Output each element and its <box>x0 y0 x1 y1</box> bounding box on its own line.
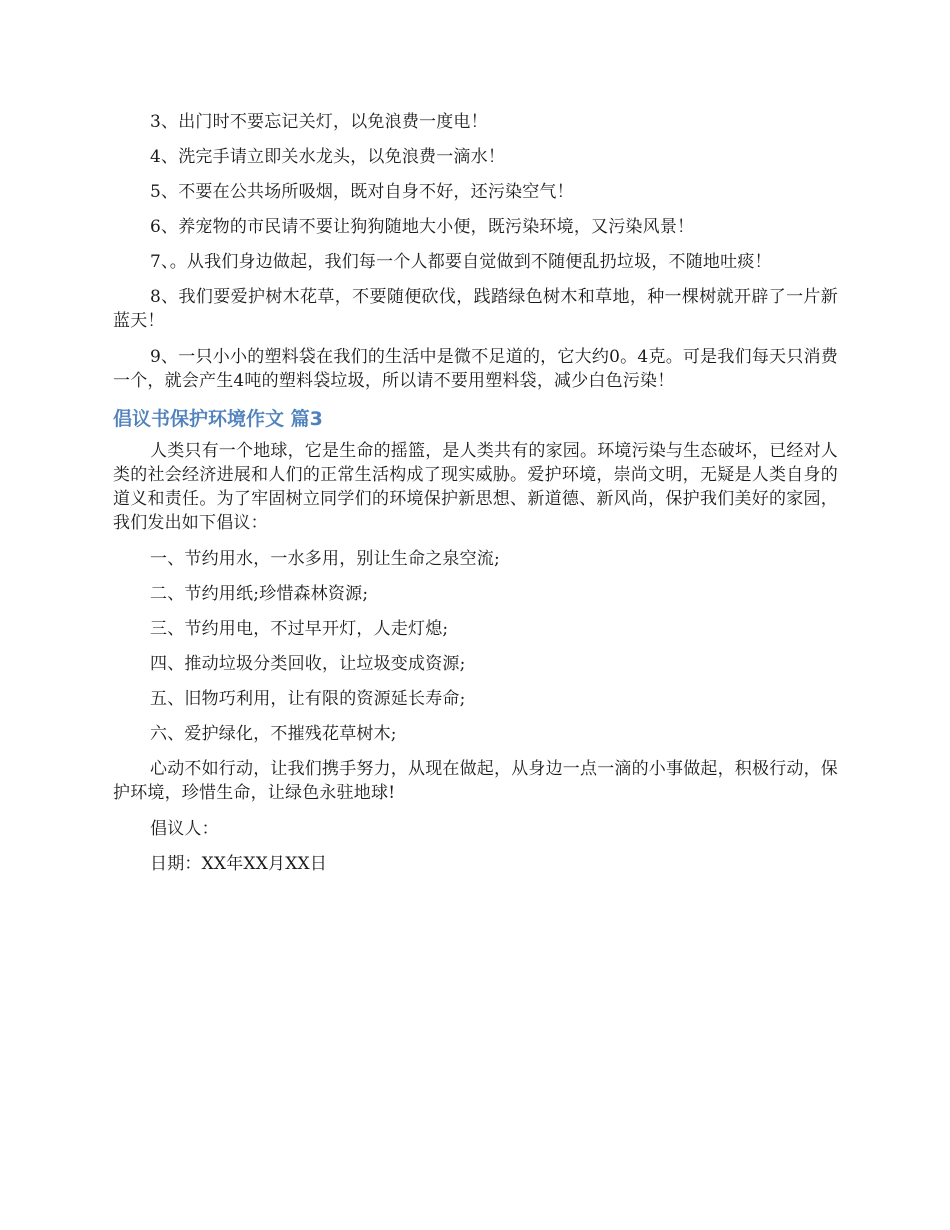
list-item: 五、旧物巧利用，让有限的资源延长寿命; <box>150 689 466 709</box>
closing-paragraph: 心动不如行动，让我们携手努力，从现在做起，从身边一点一滴的小事做起，积极行动，保护环境，珍惜生命，让绿色永驻地球! <box>113 759 838 803</box>
signer-line: 倡议人： <box>150 819 219 839</box>
intro-paragraph: 人类只有一个地球，它是生命的摇篮，是人类共有的家园。环境污染与生态破坏，已经对人类的社会经济进展和人们的正常生活构成了现实威胁。爱护环境，崇尚文明，无疑是人类自身的道义和责任。为了牢固树立同学们的环境保护新思想、新道德、新风尚，保护我们美好的家园，我们发出如下倡议： <box>113 441 838 533</box>
date-line: 日期：XX年XX月XX日 <box>150 854 328 874</box>
list-item: 一、节约用水，一水多用，别让生命之泉空流; <box>150 549 500 569</box>
list-item: 9、一只小小的塑料袋在我们的生活中是微不足道的，它大约0。4克。可是我们每天只消费一个，就会产生4吨的塑料袋垃圾，所以请不要用塑料袋，减少白色污染！ <box>113 347 838 391</box>
document-page <box>113 110 838 887</box>
list-item: 四、推动垃圾分类回收，让垃圾变成资源; <box>150 654 466 674</box>
list-item: 6、养宠物的市民请不要让狗狗随地大小便，既污染环境，又污染风景！ <box>150 217 695 237</box>
list-item: 4、洗完手请立即关水龙头，以免浪费一滴水！ <box>150 147 506 167</box>
list-item: 5、不要在公共场所吸烟，既对自身不好，还污染空气！ <box>150 182 574 202</box>
list-item: 六、爱护绿化，不摧残花草树木; <box>150 724 397 744</box>
list-item: 3、出门时不要忘记关灯，以免浪费一度电！ <box>150 112 488 132</box>
list-item: 7、。从我们身边做起，我们每一个人都要自觉做到不随便乱扔垃圾，不随地吐痰！ <box>150 252 772 272</box>
section-heading: 倡议书保护环境作文 篇3 <box>113 408 323 430</box>
list-item: 8、我们要爱护树木花草，不要随便砍伐，践踏绿色树木和草地，种一棵树就开辟了一片新蓝天！ <box>113 287 838 331</box>
list-item: 二、节约用纸;珍惜森林资源; <box>150 584 369 604</box>
list-item: 三、节约用电，不过早开灯，人走灯熄; <box>150 619 449 639</box>
